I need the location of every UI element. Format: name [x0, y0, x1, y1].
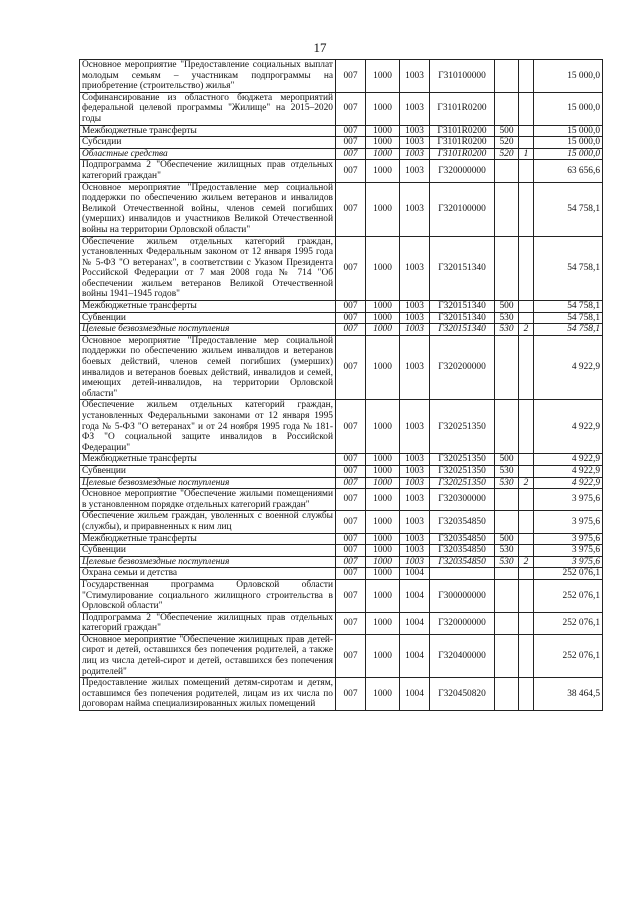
row-source-cell — [519, 312, 534, 324]
table-row — [80, 182, 603, 236]
row-expense-type-cell: 500 — [495, 533, 519, 545]
row-section-cell: 1000 — [366, 137, 400, 149]
row-target-article-cell: Г320000000 — [430, 612, 495, 634]
row-section-cell: 1000 — [366, 634, 400, 677]
row-grbs-cell: 007 — [336, 137, 366, 149]
row-target-article-cell: Г320354850 — [430, 511, 495, 533]
row-section-cell: 1000 — [366, 312, 400, 324]
table-row — [80, 489, 603, 511]
row-amount-cell: 252 076,1 — [534, 568, 603, 580]
row-name-cell: Обеспечение жильем граждан, уволенных с военной службы (службы), и приравненных к ним лиц — [80, 511, 336, 533]
row-source-cell — [519, 400, 534, 454]
table-row — [80, 678, 603, 711]
row-target-article-cell — [430, 568, 495, 580]
row-target-article-cell: Г320251350 — [430, 477, 495, 489]
row-source-cell — [519, 125, 534, 137]
row-grbs-cell: 007 — [336, 148, 366, 160]
row-name-cell: Основное мероприятие "Предоставление социальных выплат молодым семьям – участникам подпрограммы на приобретение (строительство) жилья" — [80, 60, 336, 93]
row-target-article-cell: Г3101R0200 — [430, 92, 495, 125]
row-amount-cell: 4 922,9 — [534, 465, 603, 477]
row-subsection-cell: 1003 — [400, 137, 430, 149]
row-grbs-cell: 007 — [336, 533, 366, 545]
row-amount-cell: 54 758,1 — [534, 324, 603, 336]
row-source-cell — [519, 533, 534, 545]
row-amount-cell: 38 464,5 — [534, 678, 603, 711]
row-name-cell: Софинансирование из областного бюджета мероприятий федеральной целевой программы "Жилище" на 2015–2020 годы — [80, 92, 336, 125]
row-section-cell: 1000 — [366, 324, 400, 336]
row-grbs-cell: 007 — [336, 477, 366, 489]
row-source-cell — [519, 612, 534, 634]
row-grbs-cell: 007 — [336, 579, 366, 612]
row-grbs-cell: 007 — [336, 465, 366, 477]
row-grbs-cell: 007 — [336, 568, 366, 580]
row-amount-cell: 54 758,1 — [534, 301, 603, 313]
row-expense-type-cell — [495, 612, 519, 634]
table-row — [80, 324, 603, 336]
row-amount-cell: 54 758,1 — [534, 312, 603, 324]
row-name-cell: Обеспечение жильем отдельных категорий граждан, установленных Федеральными законами от 12 января 1995 года № 5-ФЗ "О ветеранах" и от 24 ноября 1995 года № 181-ФЗ "О социальной защите инвалидов в Российской Федерации" — [80, 400, 336, 454]
table-row — [80, 612, 603, 634]
row-name-cell: Основное мероприятие "Обеспечение жилыми помещениями в установленном порядке отдельных категорий граждан" — [80, 489, 336, 511]
row-amount-cell: 252 076,1 — [534, 634, 603, 677]
row-section-cell: 1000 — [366, 489, 400, 511]
row-amount-cell: 15 000,0 — [534, 148, 603, 160]
row-source-cell — [519, 301, 534, 313]
table-row — [80, 148, 603, 160]
row-subsection-cell: 1004 — [400, 634, 430, 677]
table-row — [80, 312, 603, 324]
row-name-cell: Целевые безвозмездные поступления — [80, 556, 336, 568]
row-subsection-cell: 1003 — [400, 92, 430, 125]
row-expense-type-cell: 530 — [495, 312, 519, 324]
row-target-article-cell: Г320100000 — [430, 182, 495, 236]
row-subsection-cell: 1003 — [400, 148, 430, 160]
row-amount-cell: 3 975,6 — [534, 533, 603, 545]
row-expense-type-cell — [495, 579, 519, 612]
row-section-cell: 1000 — [366, 301, 400, 313]
row-subsection-cell: 1003 — [400, 236, 430, 301]
row-amount-cell: 15 000,0 — [534, 60, 603, 93]
row-expense-type-cell — [495, 182, 519, 236]
row-subsection-cell: 1003 — [400, 301, 430, 313]
row-amount-cell: 4 922,9 — [534, 454, 603, 466]
row-target-article-cell: Г300000000 — [430, 579, 495, 612]
row-amount-cell: 15 000,0 — [534, 125, 603, 137]
table-row — [80, 568, 603, 580]
row-target-article-cell: Г320450820 — [430, 678, 495, 711]
row-amount-cell: 252 076,1 — [534, 579, 603, 612]
row-source-cell: 1 — [519, 148, 534, 160]
row-subsection-cell: 1003 — [400, 324, 430, 336]
row-name-cell: Целевые безвозмездные поступления — [80, 324, 336, 336]
row-name-cell: Межбюджетные трансферты — [80, 301, 336, 313]
row-subsection-cell: 1003 — [400, 335, 430, 400]
row-amount-cell: 4 922,9 — [534, 400, 603, 454]
row-subsection-cell: 1004 — [400, 568, 430, 580]
row-section-cell: 1000 — [366, 335, 400, 400]
row-expense-type-cell — [495, 511, 519, 533]
row-target-article-cell: Г320251350 — [430, 465, 495, 477]
row-expense-type-cell — [495, 92, 519, 125]
row-name-cell: Субсидии — [80, 137, 336, 149]
row-target-article-cell: Г320151340 — [430, 301, 495, 313]
row-name-cell: Подпрограмма 2 "Обеспечение жилищных прав отдельных категорий граждан" — [80, 160, 336, 182]
row-source-cell — [519, 545, 534, 557]
row-section-cell: 1000 — [366, 579, 400, 612]
table-row — [80, 533, 603, 545]
table-row — [80, 465, 603, 477]
row-subsection-cell: 1003 — [400, 511, 430, 533]
row-source-cell — [519, 465, 534, 477]
table-row — [80, 579, 603, 612]
row-grbs-cell: 007 — [336, 335, 366, 400]
row-subsection-cell: 1004 — [400, 678, 430, 711]
row-source-cell — [519, 634, 534, 677]
row-expense-type-cell — [495, 400, 519, 454]
row-grbs-cell: 007 — [336, 634, 366, 677]
row-expense-type-cell: 520 — [495, 148, 519, 160]
row-section-cell: 1000 — [366, 454, 400, 466]
row-expense-type-cell: 530 — [495, 465, 519, 477]
row-section-cell: 1000 — [366, 148, 400, 160]
row-subsection-cell: 1003 — [400, 160, 430, 182]
row-amount-cell: 4 922,9 — [534, 477, 603, 489]
row-section-cell: 1000 — [366, 400, 400, 454]
row-subsection-cell: 1003 — [400, 182, 430, 236]
row-expense-type-cell: 530 — [495, 545, 519, 557]
row-subsection-cell: 1004 — [400, 579, 430, 612]
table-row — [80, 60, 603, 93]
row-source-cell — [519, 137, 534, 149]
row-section-cell: 1000 — [366, 60, 400, 93]
row-name-cell: Подпрограмма 2 "Обеспечение жилищных прав отдельных категорий граждан" — [80, 612, 336, 634]
row-grbs-cell: 007 — [336, 236, 366, 301]
row-section-cell: 1000 — [366, 511, 400, 533]
row-name-cell: Основное мероприятие "Обеспечение жилищных прав детей-сирот и детей, оставшихся без попечения родителей, а также лиц из числа детей-сирот и детей, оставшихся без попечения родителей" — [80, 634, 336, 677]
row-amount-cell: 15 000,0 — [534, 92, 603, 125]
row-source-cell — [519, 236, 534, 301]
row-amount-cell: 252 076,1 — [534, 612, 603, 634]
row-source-cell — [519, 182, 534, 236]
row-amount-cell: 3 975,6 — [534, 556, 603, 568]
table-row — [80, 556, 603, 568]
row-subsection-cell: 1003 — [400, 312, 430, 324]
table-body — [80, 60, 603, 711]
row-subsection-cell: 1004 — [400, 612, 430, 634]
row-grbs-cell: 007 — [336, 612, 366, 634]
table-row — [80, 454, 603, 466]
row-source-cell — [519, 579, 534, 612]
row-amount-cell: 3 975,6 — [534, 511, 603, 533]
table-row — [80, 511, 603, 533]
row-subsection-cell: 1003 — [400, 556, 430, 568]
row-expense-type-cell — [495, 489, 519, 511]
row-section-cell: 1000 — [366, 678, 400, 711]
row-expense-type-cell — [495, 634, 519, 677]
row-grbs-cell: 007 — [336, 489, 366, 511]
table-row — [80, 477, 603, 489]
row-subsection-cell: 1003 — [400, 489, 430, 511]
row-amount-cell: 54 758,1 — [534, 182, 603, 236]
row-target-article-cell: Г310100000 — [430, 60, 495, 93]
row-target-article-cell: Г320300000 — [430, 489, 495, 511]
row-target-article-cell: Г320151340 — [430, 324, 495, 336]
row-name-cell: Обеспечение жильем отдельных категорий граждан, установленных Федеральным законом от 12 января 1995 года № 5-ФЗ "О ветеранах", в соответствии с Указом Президента Российской Федерации от 7 мая 2008 года № 714 "Об обеспечении жильем ветеранов Великой Отечественной войны 1941–1945 годов" — [80, 236, 336, 301]
row-section-cell: 1000 — [366, 556, 400, 568]
row-target-article-cell: Г320151340 — [430, 312, 495, 324]
row-grbs-cell: 007 — [336, 301, 366, 313]
row-source-cell — [519, 92, 534, 125]
table-row — [80, 160, 603, 182]
row-expense-type-cell — [495, 568, 519, 580]
row-subsection-cell: 1003 — [400, 454, 430, 466]
row-expense-type-cell: 530 — [495, 324, 519, 336]
row-source-cell — [519, 160, 534, 182]
page-number: 17 — [313, 40, 327, 55]
row-grbs-cell: 007 — [336, 400, 366, 454]
row-expense-type-cell: 500 — [495, 454, 519, 466]
row-target-article-cell: Г3101R0200 — [430, 148, 495, 160]
row-grbs-cell: 007 — [336, 125, 366, 137]
row-section-cell: 1000 — [366, 477, 400, 489]
row-grbs-cell: 007 — [336, 312, 366, 324]
row-target-article-cell: Г320354850 — [430, 545, 495, 557]
row-target-article-cell: Г320400000 — [430, 634, 495, 677]
row-target-article-cell: Г320200000 — [430, 335, 495, 400]
row-expense-type-cell: 500 — [495, 301, 519, 313]
row-grbs-cell: 007 — [336, 324, 366, 336]
row-section-cell: 1000 — [366, 182, 400, 236]
row-grbs-cell: 007 — [336, 678, 366, 711]
row-expense-type-cell: 530 — [495, 477, 519, 489]
table-row — [80, 335, 603, 400]
row-grbs-cell: 007 — [336, 160, 366, 182]
table-row — [80, 634, 603, 677]
row-expense-type-cell: 530 — [495, 556, 519, 568]
row-name-cell: Государственная программа Орловской области "Стимулирование социального жилищного строительства в Орловской области" — [80, 579, 336, 612]
row-subsection-cell: 1003 — [400, 545, 430, 557]
row-source-cell — [519, 511, 534, 533]
row-name-cell: Субвенции — [80, 545, 336, 557]
row-grbs-cell: 007 — [336, 545, 366, 557]
table-row — [80, 137, 603, 149]
row-source-cell — [519, 489, 534, 511]
row-amount-cell: 15 000,0 — [534, 137, 603, 149]
row-name-cell: Межбюджетные трансферты — [80, 454, 336, 466]
row-section-cell: 1000 — [366, 125, 400, 137]
row-expense-type-cell — [495, 335, 519, 400]
row-target-article-cell: Г320251350 — [430, 454, 495, 466]
row-subsection-cell: 1003 — [400, 533, 430, 545]
row-expense-type-cell — [495, 60, 519, 93]
row-name-cell: Субвенции — [80, 465, 336, 477]
row-grbs-cell: 007 — [336, 454, 366, 466]
row-section-cell: 1000 — [366, 533, 400, 545]
row-section-cell: 1000 — [366, 160, 400, 182]
row-name-cell: Предоставление жилых помещений детям-сиротам и детям, оставшимся без попечения родителей, лицам из их числа по договорам найма специализированных жилых помещений — [80, 678, 336, 711]
row-amount-cell: 63 656,6 — [534, 160, 603, 182]
row-section-cell: 1000 — [366, 545, 400, 557]
row-expense-type-cell — [495, 236, 519, 301]
table-row — [80, 400, 603, 454]
row-subsection-cell: 1003 — [400, 400, 430, 454]
row-target-article-cell: Г320354850 — [430, 533, 495, 545]
row-name-cell: Целевые безвозмездные поступления — [80, 477, 336, 489]
row-name-cell: Межбюджетные трансферты — [80, 533, 336, 545]
row-source-cell — [519, 60, 534, 93]
row-amount-cell: 4 922,9 — [534, 335, 603, 400]
row-grbs-cell: 007 — [336, 556, 366, 568]
table-row — [80, 92, 603, 125]
row-name-cell: Охрана семьи и детства — [80, 568, 336, 580]
row-name-cell: Субвенции — [80, 312, 336, 324]
row-subsection-cell: 1003 — [400, 125, 430, 137]
row-target-article-cell: Г3101R0200 — [430, 125, 495, 137]
row-grbs-cell: 007 — [336, 60, 366, 93]
row-expense-type-cell — [495, 160, 519, 182]
row-section-cell: 1000 — [366, 465, 400, 477]
row-section-cell: 1000 — [366, 236, 400, 301]
row-name-cell: Основное мероприятие "Предоставление мер социальной поддержки по обеспечению жильем ветеранов и инвалидов Великой Отечественной войны, членов семей погибших (умерших) инвалидов и участников Великой Отечественной войны на территории Орловской области" — [80, 182, 336, 236]
row-section-cell: 1000 — [366, 92, 400, 125]
row-subsection-cell: 1003 — [400, 465, 430, 477]
row-target-article-cell: Г320251350 — [430, 400, 495, 454]
row-section-cell: 1000 — [366, 568, 400, 580]
row-amount-cell: 3 975,6 — [534, 489, 603, 511]
row-expense-type-cell: 520 — [495, 137, 519, 149]
budget-table — [79, 59, 603, 711]
row-target-article-cell: Г3101R0200 — [430, 137, 495, 149]
row-source-cell: 2 — [519, 477, 534, 489]
row-expense-type-cell: 500 — [495, 125, 519, 137]
row-name-cell: Основное мероприятие "Предоставление мер социальной поддержки по обеспечению жильем инвалидов и ветеранов боевых действий, членов семей погибших (умерших) инвалидов и ветеранов боевых действий, инвалидов и семей, имеющих детей-инвалидов, на территории Орловской области" — [80, 335, 336, 400]
row-source-cell: 2 — [519, 324, 534, 336]
table-row — [80, 545, 603, 557]
row-subsection-cell: 1003 — [400, 477, 430, 489]
row-name-cell: Областные средства — [80, 148, 336, 160]
row-amount-cell: 3 975,6 — [534, 545, 603, 557]
row-target-article-cell: Г320151340 — [430, 236, 495, 301]
row-grbs-cell: 007 — [336, 92, 366, 125]
row-source-cell — [519, 678, 534, 711]
row-name-cell: Межбюджетные трансферты — [80, 125, 336, 137]
row-target-article-cell: Г320000000 — [430, 160, 495, 182]
row-subsection-cell: 1003 — [400, 60, 430, 93]
row-grbs-cell: 007 — [336, 182, 366, 236]
row-grbs-cell: 007 — [336, 511, 366, 533]
row-amount-cell: 54 758,1 — [534, 236, 603, 301]
row-source-cell — [519, 454, 534, 466]
row-section-cell: 1000 — [366, 612, 400, 634]
table-row — [80, 301, 603, 313]
table-row — [80, 236, 603, 301]
row-source-cell — [519, 568, 534, 580]
table-row — [80, 125, 603, 137]
row-expense-type-cell — [495, 678, 519, 711]
row-source-cell: 2 — [519, 556, 534, 568]
row-target-article-cell: Г320354850 — [430, 556, 495, 568]
row-source-cell — [519, 335, 534, 400]
